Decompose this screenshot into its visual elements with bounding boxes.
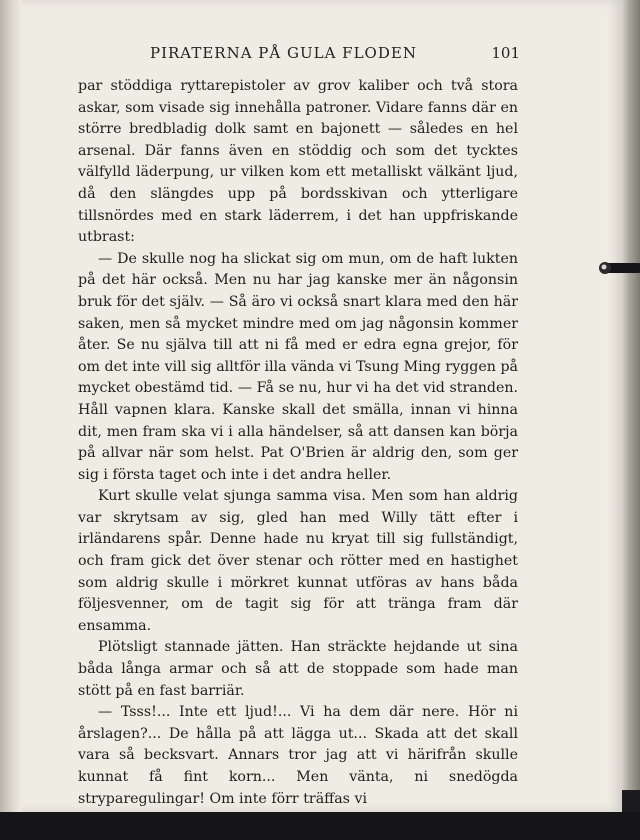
pen-clip-icon: [598, 258, 640, 278]
background-strip: [0, 812, 640, 840]
body-text: [78, 76, 518, 810]
paragraph: Kurt skulle velat sjunga samma visa. Men som han aldrig var skrytsam av sig, gled han med Willy tätt efter i irländarens spår. Denne hade nu kryat till sig fullständigt, och fram gick det över stenar och rötter med en hastighet som aldrig skulle i mörkret kunnat utföras av hans båda följesvenner, om de tagit sig för att tränga fram där ensamma.: [78, 488, 518, 634]
running-title: PIRATERNA PÅ GULA FLODEN: [150, 44, 417, 62]
paragraph: par stöddiga ryttarepistoler av grov kaliber och två stora askar, som visade sig innehålla patroner. Vidare fanns där en större bredbladig dolk samt en bajonett — således en hel arsenal. Där fanns även en stöddig och som det tycktes välfylld läderpung, ur vilken kom ett metalliskt välkänt ljud, då den slängdes upp på bordsskivan och ytterligare tillsnördes med en stark läderrem, i det han uppfriskande utbrast:: [78, 78, 518, 246]
page-gutter: [0, 0, 22, 812]
page-edge: [622, 0, 640, 790]
running-header: [150, 44, 520, 68]
page-number: 101: [491, 44, 520, 62]
paragraph: — Tsss!... Inte ett ljud!... Vi ha dem där nere. Hör ni årslagen?... De hålla på att lägga ut... Skada att det skall vara så becksvart. Annars tror jag att vi härifrån skulle kunnat få fint korn... Men vänta, ni snedögda stryparegulingar! Om inte förr träffas vi: [78, 704, 518, 807]
paragraph: — De skulle nog ha slickat sig om mun, om de haft lukten på det här också. Men nu har jag kanske mer än någonsin bruk för det själv. — Så äro vi också snart klara med den här saken, men så mycket mindre med om jag någonsin kommer åter. Se nu själva till att ni få med er edra egna grejor, för om det inte vill sig alltför illa vända vi Tsung Ming ryggen på mycket obestämd tid. — Få se nu, hur vi ha det vid stranden. Håll vapnen klara. Kanske skall det smälla, innan vi hinna dit, men fram ska vi i alla händelser, så att dansen kan börja på allvar när som helst. Pat O'Brien är aldrig den, som ger sig i första taget och inte i det andra heller.: [78, 250, 518, 483]
paragraph: Plötsligt stannade jätten. Han sträckte hejdande ut sina båda långa armar och så att de stoppade som hade man stött på en fast barriär.: [78, 639, 518, 699]
